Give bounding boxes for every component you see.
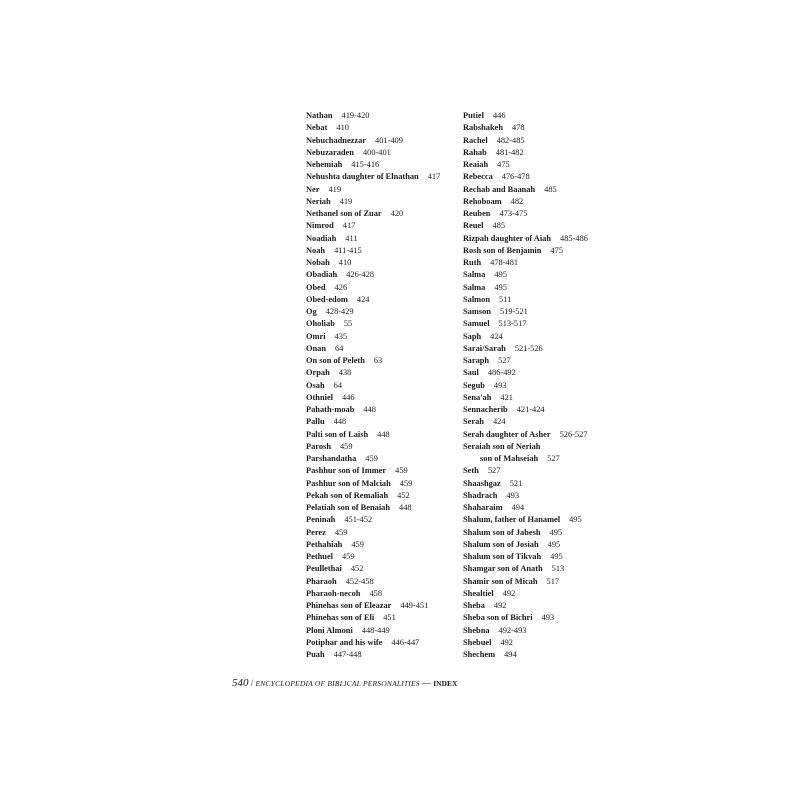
entry-name: Pethuel — [306, 552, 333, 561]
entry-pages: 521 — [509, 478, 523, 488]
index-entry — [306, 208, 456, 220]
entry-name: Pharaoh-necoh — [306, 588, 361, 598]
entry-pages: 459 — [395, 466, 408, 476]
index-entry — [306, 282, 456, 294]
entry-name: Shechem — [463, 650, 496, 659]
entry-pages: 495 — [547, 539, 561, 549]
entry-pages: 448-449 — [361, 625, 390, 635]
entry-name: Shebna — [463, 625, 490, 635]
entry-name: Sennacherib — [463, 405, 508, 414]
entry-pages: 426-428 — [346, 270, 375, 280]
entry-pages: 527 — [547, 454, 560, 463]
entry-pages: 495 — [549, 527, 563, 537]
index-column-right — [463, 110, 638, 661]
entry-pages: 527 — [487, 466, 501, 476]
index-entry — [463, 331, 638, 343]
index-entry — [306, 478, 456, 490]
entry-name: Og — [306, 307, 317, 316]
entry-pages: 459 — [334, 527, 348, 537]
entry-name: Shalum son of Tikvah — [463, 552, 542, 561]
entry-name: Pekah son of Remaliah — [306, 490, 389, 500]
entry-pages: 495 — [550, 552, 563, 561]
entry-name: Obed-edom — [306, 294, 348, 304]
entry-name: Saraph — [463, 356, 490, 365]
entry-name: Rebecca — [463, 172, 493, 182]
index-entry — [306, 233, 456, 245]
entry-name: Ner — [306, 184, 320, 194]
entry-name: Reuben — [463, 209, 491, 218]
index-entry — [463, 269, 638, 281]
index-entry — [463, 465, 638, 477]
index-entry — [463, 282, 638, 294]
entry-pages: 447-448 — [333, 650, 362, 659]
entry-pages: 493 — [541, 613, 555, 623]
entry-name: Pashhur son of Immer — [306, 466, 387, 476]
entry-name: Noah — [306, 245, 326, 255]
entry-name: Ruth — [463, 258, 482, 267]
entry-name: Orpah — [306, 368, 330, 378]
entry-pages: 428-429 — [325, 307, 354, 316]
index-column-left — [306, 110, 456, 661]
index-entry — [463, 208, 638, 220]
book-title: ENCYCLOPEDIA OF BIBLICAL PERSONALITIES — [255, 679, 420, 688]
entry-pages: 459 — [341, 552, 355, 561]
index-entry — [463, 392, 638, 404]
index-entry — [306, 441, 456, 453]
entry-name: Shebuel — [463, 637, 492, 647]
entry-name: Shalum, father of Hanamel — [463, 515, 561, 525]
entry-pages: 494 — [511, 503, 525, 512]
entry-name: Neriah — [306, 196, 331, 206]
entry-name: Puah — [306, 650, 325, 659]
entry-pages: 417 — [342, 221, 356, 231]
index-entry — [463, 135, 638, 147]
entry-pages: 517 — [546, 576, 560, 586]
index-entry — [306, 539, 456, 551]
entry-name: Nobah — [306, 258, 330, 267]
index-entry — [463, 196, 638, 208]
entry-name: Seraiah son of Neriah — [463, 441, 541, 451]
index-entry — [306, 600, 456, 612]
entry-name: Nehushta daughter of Elnathan — [306, 172, 419, 182]
index-entry — [463, 429, 638, 441]
index-entry — [463, 257, 638, 269]
entry-name: Salmon — [463, 294, 490, 304]
entry-pages: 446 — [342, 392, 355, 402]
entry-name: Shadrach — [463, 490, 498, 500]
index-entry — [306, 269, 456, 281]
entry-pages: 438 — [338, 368, 352, 378]
entry-pages: 410 — [338, 258, 352, 267]
entry-name: Saph — [463, 331, 482, 341]
entry-pages: 435 — [334, 331, 348, 341]
entry-pages: 519-521 — [499, 307, 528, 316]
entry-pages: 493 — [506, 490, 520, 500]
entry-pages: 495 — [494, 282, 507, 292]
entry-name: Noadiah — [306, 233, 337, 243]
index-entry — [463, 171, 638, 183]
entry-name: Reuel — [463, 221, 484, 231]
entry-name: Shaharaim — [463, 503, 503, 512]
entry-pages: 448 — [333, 417, 347, 427]
entry-name: Osah — [306, 380, 325, 390]
entry-pages: 448 — [363, 405, 376, 414]
entry-pages: 459 — [339, 441, 353, 451]
index-entry — [306, 563, 456, 575]
index-entry — [306, 404, 456, 416]
index-entry — [306, 159, 456, 171]
entry-pages: 446-447 — [391, 637, 420, 647]
index-entry — [463, 245, 638, 257]
index-entry — [306, 147, 456, 159]
index-entry — [463, 563, 638, 575]
index-entry — [306, 184, 456, 196]
entry-name: Phinehas son of Eleazar — [306, 601, 392, 610]
entry-name: Omri — [306, 331, 326, 341]
entry-name: Nebuzaraden — [306, 147, 354, 157]
entry-name: Sarai/Sarah — [463, 343, 506, 353]
index-entry — [306, 625, 456, 637]
index-entry — [463, 502, 638, 514]
index-entry — [306, 392, 456, 404]
entry-name: Peninah — [306, 515, 336, 525]
entry-name: Obed — [306, 282, 326, 292]
entry-pages: 482 — [510, 196, 524, 206]
index-entry — [463, 416, 638, 428]
entry-pages: 424 — [490, 331, 503, 341]
entry-pages: 459 — [351, 539, 364, 549]
entry-pages: 420 — [390, 209, 404, 218]
index-entry — [463, 294, 638, 306]
index-entry — [306, 367, 456, 379]
index-entry — [463, 612, 638, 624]
index-entry — [306, 171, 456, 183]
index-entry — [306, 514, 456, 526]
index-entry — [463, 490, 638, 502]
entry-name: Onan — [306, 343, 327, 353]
entry-name: Nethanel son of Zuar — [306, 209, 382, 218]
entry-name: Shamgar son of Anath — [463, 564, 543, 574]
index-entry — [463, 306, 638, 318]
entry-pages: 485-486 — [560, 233, 588, 243]
entry-pages: 63 — [373, 356, 383, 365]
entry-pages: 400-401 — [362, 147, 391, 157]
entry-name: Rachel — [463, 135, 488, 145]
entry-pages: 485 — [544, 184, 557, 194]
index-entry — [306, 306, 456, 318]
index-entry — [463, 367, 638, 379]
entry-name: Sheba son of Bichri — [463, 613, 533, 623]
entry-name: Nehemiah — [306, 160, 343, 169]
index-entry — [306, 245, 456, 257]
entry-name: Seth — [463, 466, 479, 476]
index-entry — [306, 576, 456, 588]
entry-pages: 482-485 — [496, 135, 525, 145]
entry-pages: 492 — [500, 637, 513, 647]
entry-pages: 417 — [427, 172, 441, 182]
entry-pages: 426 — [334, 282, 348, 292]
entry-pages: 419 — [339, 196, 353, 206]
index-entry — [463, 478, 638, 490]
entry-pages: 494 — [504, 650, 517, 659]
entry-name: Rizpah daughter of Aiah — [463, 233, 552, 243]
entry-pages: 492-493 — [498, 625, 527, 635]
section-label: INDEX — [433, 679, 458, 688]
entry-name: Oholiab — [306, 319, 335, 329]
entry-name: Parshandatha — [306, 454, 357, 463]
entry-name: Phinehas son of Eli — [306, 613, 375, 623]
entry-name: Rehoboam — [463, 196, 502, 206]
index-entry — [306, 355, 456, 367]
entry-pages: 452 — [350, 564, 364, 574]
entry-name: Shealtiel — [463, 588, 494, 598]
entry-pages: 481-482 — [495, 147, 524, 157]
entry-pages: 493 — [493, 380, 507, 390]
entry-name: Salma — [463, 282, 486, 292]
entry-pages: 495 — [494, 270, 507, 280]
entry-pages: 64 — [335, 343, 344, 353]
entry-name: Segub — [463, 380, 485, 390]
entry-pages: 527 — [498, 356, 511, 365]
entry-pages: 411-415 — [334, 245, 362, 255]
index-entry — [306, 649, 456, 661]
index-entry — [463, 514, 638, 526]
index-entry — [463, 110, 638, 122]
entry-name: Obadiah — [306, 270, 338, 280]
entry-name: Sheba — [463, 601, 485, 610]
entry-pages: 511 — [499, 294, 512, 304]
entry-name: Serah — [463, 417, 484, 427]
entry-pages: 451 — [383, 613, 396, 623]
index-entry — [463, 355, 638, 367]
entry-pages: 485 — [492, 221, 506, 231]
index-entry — [463, 649, 638, 661]
entry-name: Salma — [463, 270, 486, 280]
index-entry — [306, 196, 456, 208]
entry-name: Putiel — [463, 111, 484, 120]
entry-name: Rabshakeh — [463, 123, 504, 133]
index-entry — [306, 110, 456, 122]
entry-pages: 513-517 — [498, 319, 527, 329]
index-entry — [463, 441, 638, 453]
entry-name: Saul — [463, 368, 479, 378]
index-entry — [306, 527, 456, 539]
index-entry — [306, 122, 456, 134]
index-entry — [306, 380, 456, 392]
entry-name: Rosh son of Benjamin — [463, 245, 542, 255]
index-entry — [463, 318, 638, 330]
entry-name: Peullethai — [306, 564, 342, 574]
entry-pages: 424 — [356, 294, 370, 304]
entry-name: Pharaoh — [306, 576, 337, 586]
entry-pages: 55 — [343, 319, 353, 329]
entry-name: Ploni Almoni — [306, 625, 353, 635]
entry-pages: 478 — [512, 123, 525, 133]
entry-pages: 449-451 — [400, 601, 429, 610]
entry-pages: 411 — [345, 233, 358, 243]
index-entry — [463, 600, 638, 612]
index-entry — [306, 612, 456, 624]
entry-name: Shalum son of Josiah — [463, 539, 539, 549]
entry-pages: 424 — [492, 417, 506, 427]
entry-name: Samuel — [463, 319, 490, 329]
entry-pages: 476-478 — [501, 172, 530, 182]
entry-pages: 451-452 — [344, 515, 373, 525]
entry-pages: 410 — [336, 123, 349, 133]
entry-pages: 475 — [550, 245, 563, 255]
entry-name: Pelatiah son of Benaiah — [306, 503, 390, 512]
entry-name: Palti son of Laish — [306, 429, 369, 439]
index-entry — [306, 465, 456, 477]
index-entry — [306, 294, 456, 306]
entry-pages: 486-492 — [487, 368, 516, 378]
index-entry — [306, 551, 456, 563]
entry-pages: 459 — [365, 454, 378, 463]
index-entry — [463, 147, 638, 159]
index-entry — [306, 318, 456, 330]
entry-name: Potiphar and his wife — [306, 637, 383, 647]
entry-name: Nebat — [306, 123, 328, 133]
index-entry — [306, 490, 456, 502]
entry-name: son of Mahseiah — [480, 454, 539, 463]
index-entry — [463, 404, 638, 416]
entry-name: Rahab — [463, 147, 487, 157]
index-entry — [463, 159, 638, 171]
entry-pages: 492 — [493, 601, 507, 610]
entry-pages: 448 — [399, 503, 412, 512]
index-entry — [463, 343, 638, 355]
entry-pages: 526-527 — [559, 429, 588, 439]
entry-name: Reaiah — [463, 160, 489, 169]
index-entry — [306, 220, 456, 232]
index-entry — [306, 257, 456, 269]
index-entry — [463, 576, 638, 588]
entry-name: Sena'ah — [463, 392, 492, 402]
entry-name: Pashhur son of Malciah — [306, 478, 391, 488]
footer-dash: — — [421, 678, 431, 688]
entry-name: Pethahiah — [306, 539, 343, 549]
entry-name: Nathan — [306, 111, 333, 120]
entry-pages: 421-424 — [516, 405, 545, 414]
entry-pages: 421 — [500, 392, 513, 402]
entry-name: Samson — [463, 307, 491, 316]
index-entry — [463, 122, 638, 134]
index-entry — [306, 588, 456, 600]
entry-pages: 495 — [569, 515, 582, 525]
index-entry — [306, 637, 456, 649]
entry-pages: 521-526 — [514, 343, 543, 353]
entry-pages: 64 — [333, 380, 342, 390]
entry-pages: 478-481 — [490, 258, 519, 267]
index-entry — [306, 416, 456, 428]
entry-pages: 513 — [551, 564, 565, 574]
index-entry — [306, 453, 456, 465]
index-entry — [463, 220, 638, 232]
footer-separator: / — [250, 678, 254, 688]
entry-pages: 475 — [497, 160, 510, 169]
index-entry — [463, 588, 638, 600]
entry-name: Rechab and Baanah — [463, 184, 536, 194]
index-entry — [463, 527, 638, 539]
entry-pages: 458 — [369, 588, 382, 598]
index-entry — [463, 637, 638, 649]
page-footer — [232, 677, 457, 689]
page-number: 540 — [232, 677, 249, 689]
index-entry — [463, 539, 638, 551]
entry-name: Othniel — [306, 392, 333, 402]
index-entry — [306, 135, 456, 147]
entry-name: Shaashgaz — [463, 478, 501, 488]
entry-pages: 452 — [397, 490, 410, 500]
entry-name: Shamir son of Micah — [463, 576, 538, 586]
entry-name: Nimrod — [306, 221, 334, 231]
entry-name: Serah daughter of Asher — [463, 429, 551, 439]
index-entry — [463, 453, 638, 465]
entry-pages: 452-458 — [345, 576, 374, 586]
entry-name: On son of Peleth — [306, 356, 365, 365]
index-entry — [306, 343, 456, 355]
entry-name: Pallu — [306, 417, 325, 427]
index-entry — [306, 429, 456, 441]
entry-pages: 459 — [399, 478, 413, 488]
entry-pages: 401-409 — [375, 135, 403, 145]
index-entry — [306, 502, 456, 514]
entry-pages: 473-475 — [499, 209, 528, 218]
entry-name: Parosh — [306, 441, 331, 451]
entry-pages: 492 — [502, 588, 516, 598]
entry-name: Pahath-moab — [306, 405, 355, 414]
entry-pages: 415-416 — [351, 160, 380, 169]
entry-pages: 419 — [328, 184, 342, 194]
index-entry — [463, 380, 638, 392]
entry-pages: 448 — [377, 429, 390, 439]
index-entry — [463, 184, 638, 196]
index-entry — [306, 331, 456, 343]
entry-pages: 446 — [492, 111, 506, 120]
entry-name: Shalum son of Jabesh — [463, 527, 541, 537]
entry-name: Perez — [306, 527, 326, 537]
index-entry — [463, 625, 638, 637]
index-entry — [463, 233, 638, 245]
entry-name: Nebuchadnezzar — [306, 135, 367, 145]
entry-pages: 419-420 — [341, 111, 370, 120]
index-entry — [463, 551, 638, 563]
